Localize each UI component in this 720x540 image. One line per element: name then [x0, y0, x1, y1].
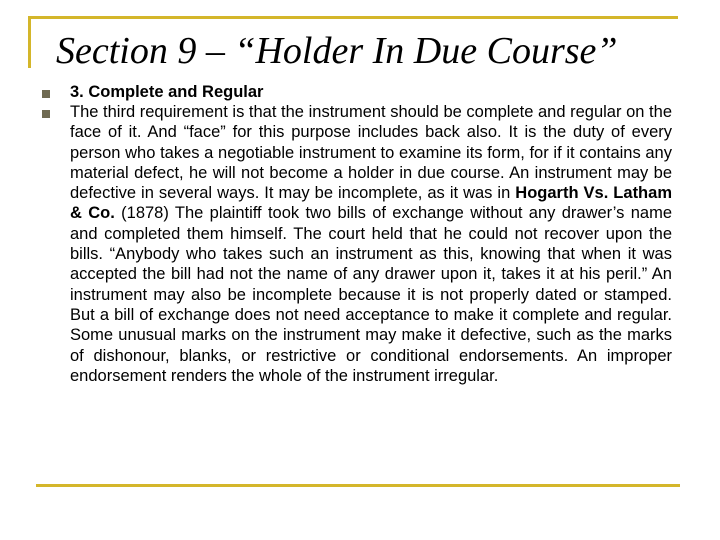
- slide-content: [42, 82, 672, 386]
- body-paragraph: [70, 102, 672, 386]
- bullet-item-heading: [42, 82, 672, 102]
- frame-top-rule: [28, 16, 678, 19]
- square-bullet-icon: [42, 90, 50, 98]
- section-heading: 3. Complete and Regular: [70, 83, 264, 101]
- bullet-item-body: [42, 102, 672, 386]
- frame-left-rule: [28, 16, 31, 68]
- slide-title: Section 9 – “Holder In Due Course”: [56, 30, 618, 72]
- case-name: Hogarth Vs. Latham & Co.: [70, 184, 672, 223]
- body-text-part-2: (1878) The plaintiff took two bills of exchange without any drawer’s name and completed them himself. The court held that he could not recover upon the bills. “Anybody who takes such an instrument as this, knowing that when it was accepted the bill had not the name of any drawer upon it, takes it at his peril.” An instrument may also be incomplete because it is not properly dated or stamped. But a bill of exchange does not need acceptance to make it complete and regular. Some unusual marks on the instrument may make it defective, such as the marks of dishonour, blanks, or restrictive or conditional endorsements. An improper endorsement renders the whole of the instrument irregular.: [70, 204, 672, 385]
- frame-bottom-rule: [36, 484, 680, 487]
- body-text-part-1: The third requirement is that the instrument should be complete and regular on the face of it. And “face” for this purpose includes back also. It is the duty of every person who takes a negotiable instrument to examine its form, for if it contains any material defect, he will not become a holder in due course. An instrument may be defective in several ways. It may be incomplete, as it was in: [70, 103, 672, 203]
- square-bullet-icon: [42, 110, 50, 118]
